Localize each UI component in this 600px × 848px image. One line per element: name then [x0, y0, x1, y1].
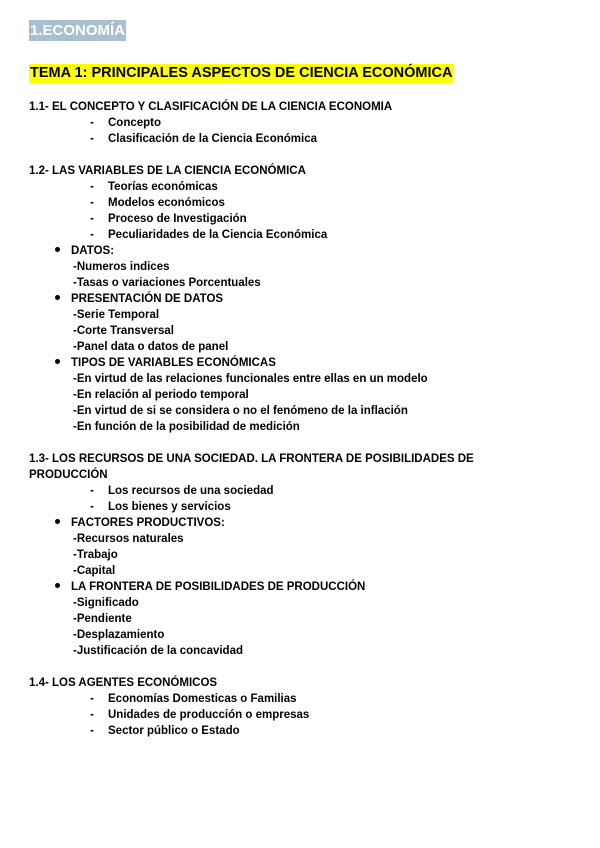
bullet-item: DATOS:	[55, 243, 600, 259]
sub-item: -Serie Temporal	[73, 309, 160, 321]
list-item: - Economías Domesticas o Familias	[90, 693, 297, 705]
sub-item: -Corte Transversal	[73, 325, 174, 337]
section-4-heading: 1.4- LOS AGENTES ECONÓMICOS	[29, 677, 218, 689]
sub-item: -Significado	[73, 597, 139, 609]
bullet-item: FACTORES PRODUCTIVOS:	[55, 515, 600, 531]
document-title: 1.ECONOMÍA	[30, 22, 126, 39]
section-1-heading: 1.1- EL CONCEPTO Y CLASIFICACIÓN DE LA CIENCIA ECONOMIA	[29, 101, 393, 113]
sub-item: -Trabajo	[73, 549, 118, 561]
sub-item: -Numeros indices	[73, 261, 170, 273]
bullet-dot-icon	[55, 295, 60, 300]
list-item: - Los bienes y servicios	[90, 501, 231, 513]
bullet-item: TIPOS DE VARIABLES ECONÓMICAS	[55, 355, 600, 371]
bullet-dot-icon	[55, 359, 60, 364]
sub-item: -Tasas o variaciones Porcentuales	[73, 277, 261, 289]
sub-item: -En virtud de si se considera o no el fenómeno de la inflación	[73, 405, 408, 417]
bullet-item: LA FRONTERA DE POSIBILIDADES DE PRODUCCIÓN	[55, 579, 600, 595]
list-item: - Teorías económicas	[90, 181, 218, 193]
sub-item: -Pendiente	[73, 613, 132, 625]
list-item: - Clasificación de la Ciencia Económica	[90, 133, 317, 145]
list-item: - Proceso de Investigación	[90, 213, 247, 225]
sub-item: -Panel data o datos de panel	[73, 341, 229, 353]
bullet-dot-icon	[55, 247, 60, 252]
bullet-dot-icon	[55, 519, 60, 524]
bullet-dot-icon	[55, 583, 60, 588]
sub-item: -Justificación de la concavidad	[73, 645, 243, 657]
list-item: - Unidades de producción o empresas	[90, 709, 310, 721]
list-item: - Sector público o Estado	[90, 725, 240, 737]
bullet-item: PRESENTACIÓN DE DATOS	[55, 291, 600, 307]
list-item: - Los recursos de una sociedad	[90, 485, 274, 497]
sub-item: -Capital	[73, 565, 116, 577]
list-item: - Peculiaridades de la Ciencia Económica	[90, 229, 328, 241]
section-3-heading-cont: PRODUCCIÓN	[29, 469, 108, 481]
sub-item: -En relación al periodo temporal	[73, 389, 249, 401]
sub-item: -Recursos naturales	[73, 533, 184, 545]
sub-item: -Desplazamiento	[73, 629, 165, 641]
sub-item: -En virtud de las relaciones funcionales entre ellas en un modelo	[73, 373, 428, 385]
tema-title: TEMA 1: PRINCIPALES ASPECTOS DE CIENCIA ECONÓMICA	[30, 65, 453, 81]
list-item: - Modelos económicos	[90, 197, 225, 209]
list-item: - Concepto	[90, 117, 162, 129]
section-2-heading: 1.2- LAS VARIABLES DE LA CIENCIA ECONÓMICA	[29, 165, 306, 177]
sub-item: -En función de la posibilidad de medición	[73, 421, 300, 433]
section-3-heading: 1.3- LOS RECURSOS DE UNA SOCIEDAD. LA FRONTERA DE POSIBILIDADES DE	[29, 453, 474, 465]
